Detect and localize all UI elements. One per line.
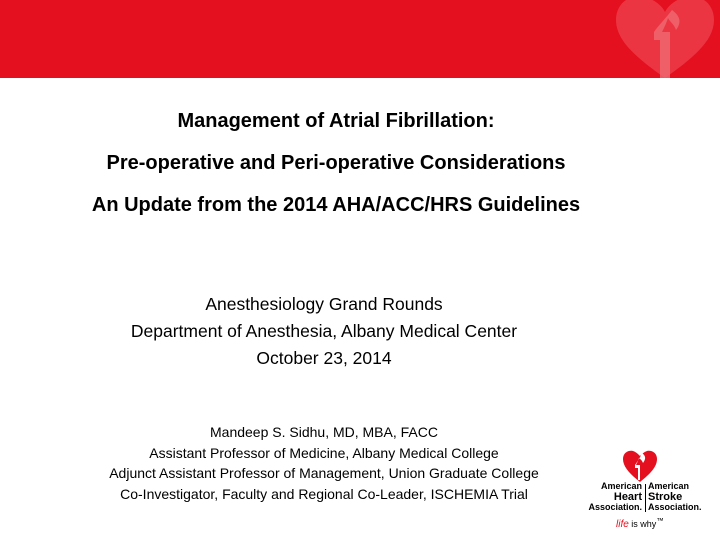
event-date: October 23, 2014 (256, 348, 392, 368)
title-line-3: An Update from the 2014 AHA/ACC/HRS Guidelines (91, 194, 581, 216)
aha-wordmark: American Heart Association. (588, 481, 642, 512)
title-line-1: Management of Atrial Fibrillation: (177, 110, 495, 132)
heart-torch-icon (622, 450, 658, 482)
author-title-1: Assistant Professor of Medicine, Albany Medical College (149, 444, 499, 461)
logo-divider (645, 484, 646, 512)
aha-asa-logo (582, 450, 712, 530)
event-info (0, 291, 648, 372)
slide-title (0, 110, 672, 236)
author-title-3: Co-Investigator, Faculty and Regional Co-Leader, ISCHEMIA Trial (120, 485, 528, 502)
author-info (0, 422, 648, 504)
asa-wordmark: American Stroke Association. (648, 481, 702, 512)
logo-tagline: life is why™ (616, 516, 664, 530)
event-department: Department of Anesthesia, Albany Medical Center (130, 321, 518, 341)
heart-watermark-icon (610, 0, 720, 78)
author-title-2: Adjunct Assistant Professor of Management, Union Graduate College (109, 465, 539, 481)
title-line-2: Pre-operative and Peri-operative Considerations (106, 152, 566, 174)
event-name: Anesthesiology Grand Rounds (205, 294, 443, 314)
header-banner (0, 0, 720, 78)
author-name: Mandeep S. Sidhu, MD, MBA, FACC (210, 424, 438, 440)
